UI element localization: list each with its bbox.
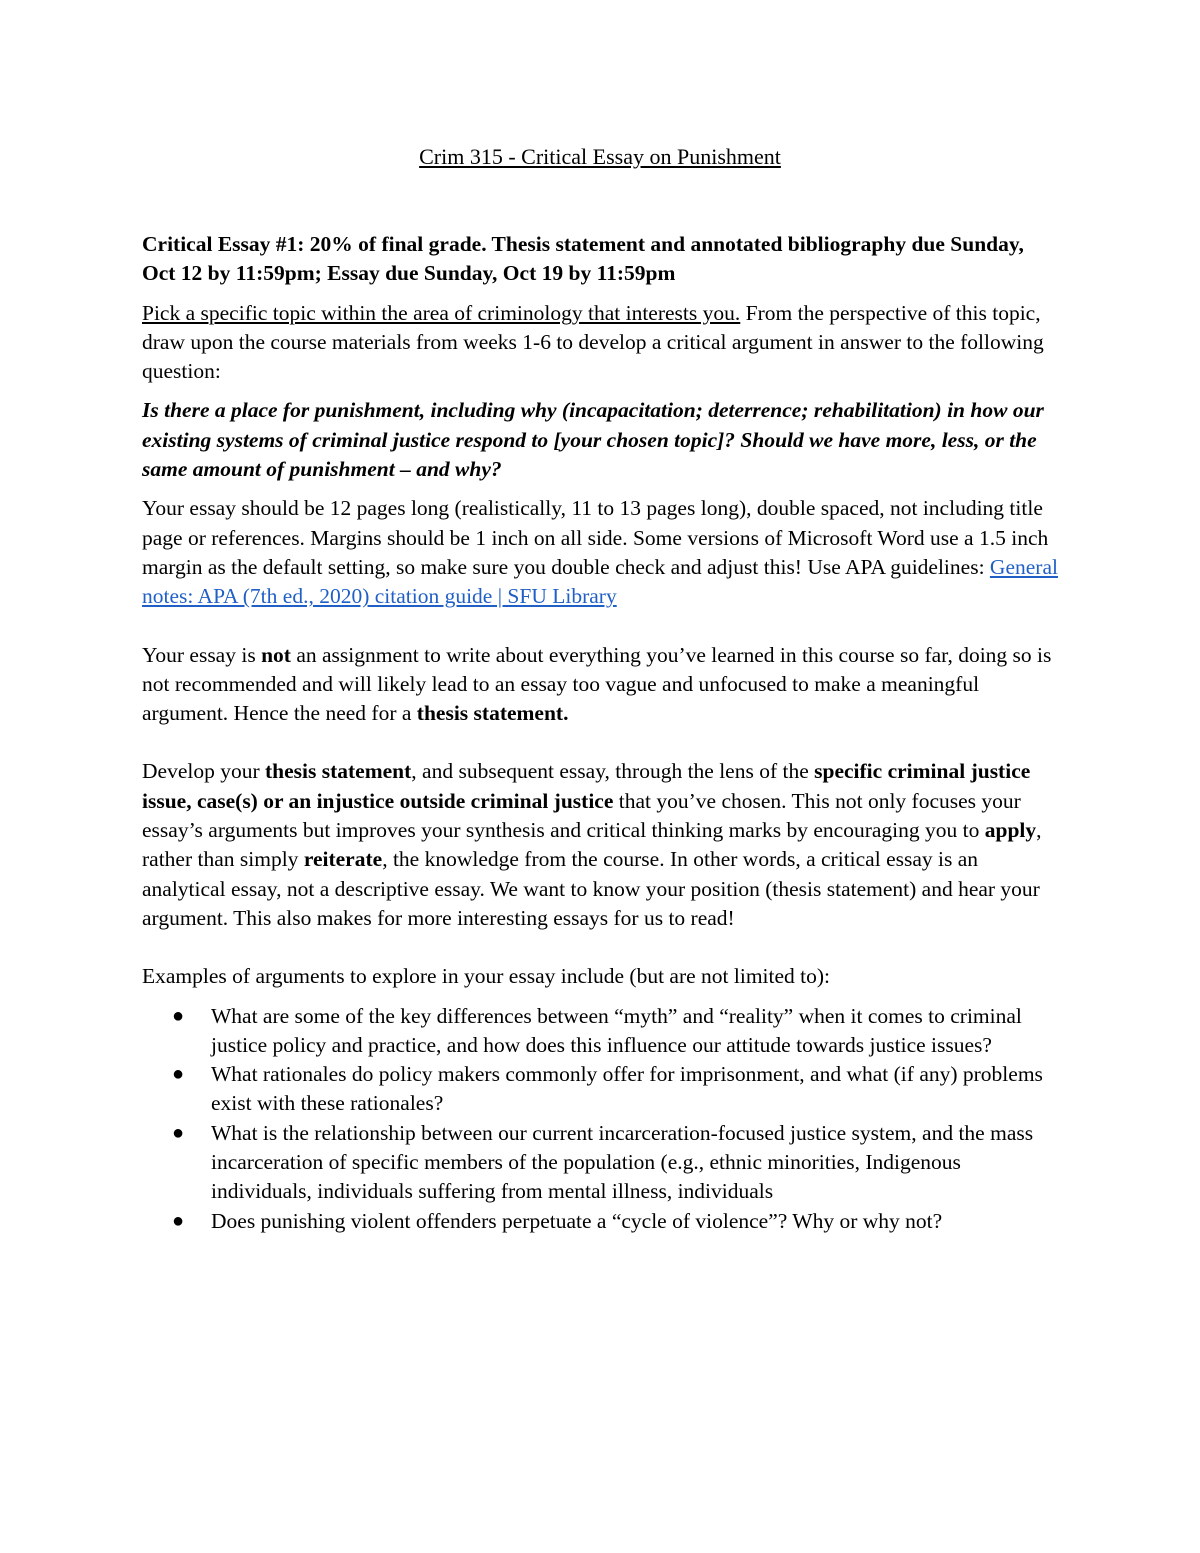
examples-intro: Examples of arguments to explore in your essay include (but are not limited to): bbox=[142, 964, 831, 989]
not-paragraph-text: Your essay is bbox=[142, 642, 262, 667]
spacer bbox=[142, 612, 1062, 641]
develop-paragraph-bold: apply bbox=[984, 818, 1037, 843]
assignment-heading: Critical Essay #1: 20% of final grade. Thesis statement and annotated bibliography due Sunday, Oct 12 by 11:59pm; Essay due Sunday, Oct 19 by 11:59pm bbox=[142, 232, 1024, 286]
apa-guide-link[interactable]: General notes: APA (7th ed., 2020) citation guide | SFU Library bbox=[142, 554, 1058, 609]
essay-question: Is there a place for punishment, including why (incapacitation; deterrence; rehabilitation) in how our existing systems of criminal justice respond to [your chosen topic]? Should we have more, less, or the same amount of punishment – and why? bbox=[142, 398, 1044, 482]
intro-paragraph bbox=[142, 299, 1062, 387]
intro-text: From the perspective of this topic, draw upon the course materials from weeks 1-6 to develop a critical argument in answer to the following question: bbox=[142, 300, 1044, 384]
not-paragraph-bold: not bbox=[261, 642, 291, 667]
develop-paragraph bbox=[142, 757, 1062, 933]
document-body bbox=[142, 230, 1062, 1236]
develop-paragraph-text: that you’ve chosen. This not only focuses your essay’s arguments but improves your synthesis and critical thinking marks by encouraging you to bbox=[142, 788, 1021, 843]
bullet-icon: ● bbox=[172, 1004, 185, 1027]
list-item bbox=[142, 1119, 1062, 1207]
develop-paragraph-text: Develop your bbox=[142, 759, 265, 784]
not-paragraph-text: an assignment to write about everything you’ve learned in this course so far, doing so is not recommended and will likely lead to an essay too vague and unfocused to make a meaningful argument. Hence the need for a bbox=[142, 642, 1052, 726]
list-item bbox=[142, 1002, 1062, 1061]
list-item bbox=[142, 1207, 1062, 1236]
develop-paragraph-text: , rather than simply bbox=[142, 818, 1042, 872]
bullet-icon: ● bbox=[172, 1209, 185, 1232]
list-item-text: What are some of the key differences between “myth” and “reality” when it comes to criminal justice policy and practice, and how does this influence our attitude towards justice issues? bbox=[211, 1003, 1022, 1057]
develop-paragraph-bold: reiterate bbox=[303, 847, 383, 872]
not-paragraph-bold: thesis statement. bbox=[416, 701, 569, 726]
develop-paragraph-text: , the knowledge from the course. In other words, a critical essay is an analytical essay, not a descriptive essay. We want to know your position (thesis statement) and hear your argument. This also makes for more interesting essays for us to read! bbox=[142, 847, 1040, 930]
page-title: Crim 315 - Critical Essay on Punishment bbox=[419, 144, 781, 169]
intro-underlined-text: Pick a specific topic within the area of criminology that interests you. bbox=[142, 300, 741, 325]
spacer bbox=[142, 933, 1062, 962]
bullet-icon: ● bbox=[172, 1063, 185, 1086]
develop-paragraph-bold: thesis statement bbox=[265, 759, 412, 784]
not-paragraph bbox=[142, 641, 1062, 729]
develop-paragraph-text: , and subsequent essay, through the lens of the bbox=[411, 759, 815, 784]
spacer bbox=[142, 728, 1062, 757]
develop-paragraph-bold: specific criminal justice issue, case(s) or an injustice outside criminal justice bbox=[142, 759, 1031, 813]
list-item-text: What rationales do policy makers commonly offer for imprisonment, and what (if any) problems exist with these rationales? bbox=[211, 1062, 1043, 1116]
list-item-text: Does punishing violent offenders perpetuate a “cycle of violence”? Why or why not? bbox=[211, 1208, 943, 1233]
list-item-text: What is the relationship between our current incarceration-focused justice system, and the mass incarceration of specific members of the population (e.g., ethnic minorities, Indigenous individuals, individuals suffering from mental illness, individuals bbox=[211, 1120, 1034, 1204]
list-item bbox=[142, 1060, 1062, 1119]
format-text: Your essay should be 12 pages long (realistically, 11 to 13 pages long), double spaced, not including title page or references. Margins should be 1 inch on all side. Some versions of Microsoft Word use a 1.5 inch margin as the default setting, so make sure you double check and adjust this! Use APA guidelines: bbox=[142, 496, 1049, 579]
bullet-icon: ● bbox=[172, 1121, 185, 1144]
examples-list bbox=[142, 1002, 1062, 1236]
format-paragraph bbox=[142, 494, 1062, 611]
